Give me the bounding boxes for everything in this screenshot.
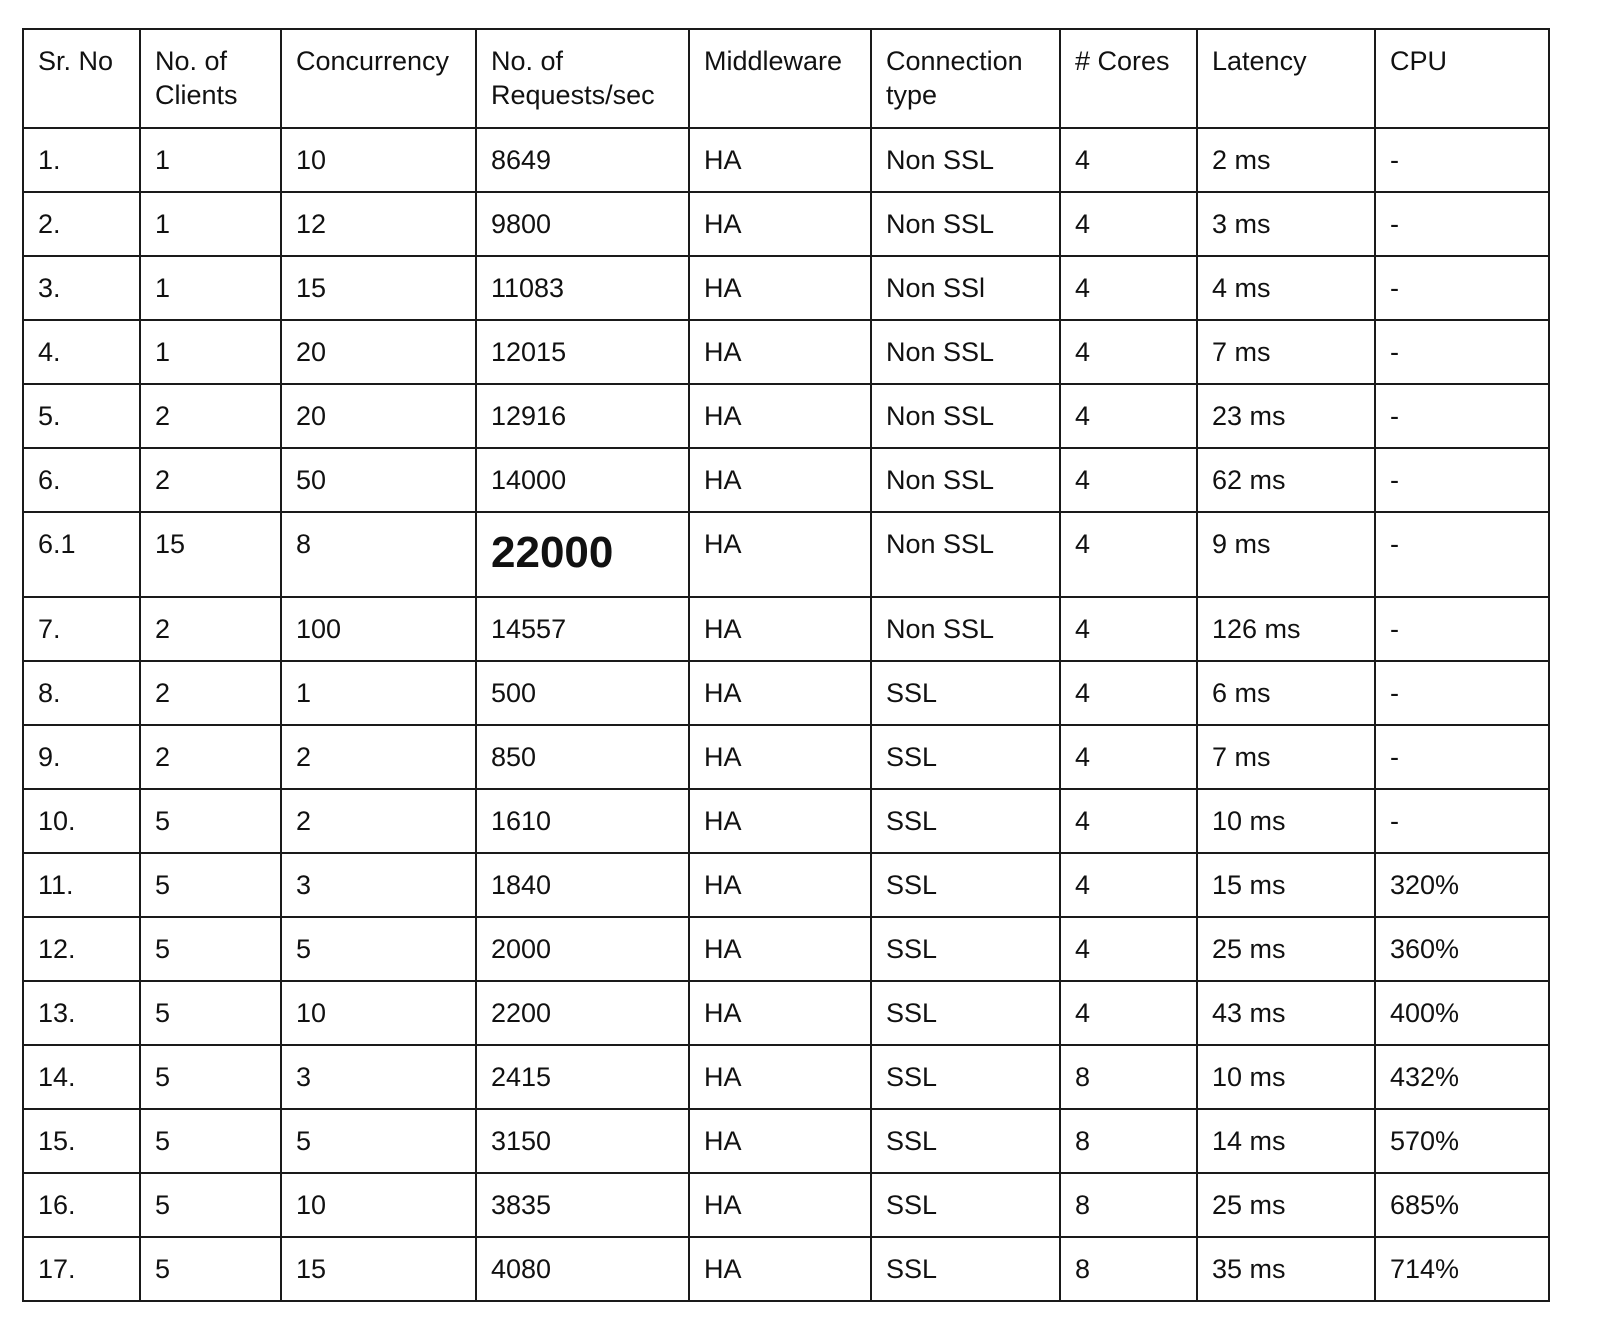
cell-cores: 4 <box>1060 853 1197 917</box>
cell-clients: 2 <box>140 597 281 661</box>
table-body <box>23 128 1549 1301</box>
cell-latency: 10 ms <box>1197 1045 1375 1109</box>
cell-cores: 4 <box>1060 725 1197 789</box>
cell-latency: 25 ms <box>1197 917 1375 981</box>
cell-requests-per-sec: 4080 <box>476 1237 689 1301</box>
cell-connection-type: Non SSL <box>871 512 1060 597</box>
cell-concurrency: 100 <box>281 597 476 661</box>
table-row <box>23 725 1549 789</box>
table-row <box>23 597 1549 661</box>
cell-clients: 1 <box>140 320 281 384</box>
cell-cpu: 714% <box>1375 1237 1549 1301</box>
table-row <box>23 1109 1549 1173</box>
cell-cores: 4 <box>1060 597 1197 661</box>
cell-concurrency: 3 <box>281 1045 476 1109</box>
cell-requests-per-sec: 14557 <box>476 597 689 661</box>
cell-latency: 14 ms <box>1197 1109 1375 1173</box>
cell-sr-no: 17. <box>23 1237 140 1301</box>
cell-concurrency: 10 <box>281 1173 476 1237</box>
cell-concurrency: 8 <box>281 512 476 597</box>
cell-sr-no: 6.1 <box>23 512 140 597</box>
cell-middleware: HA <box>689 981 871 1045</box>
cell-requests-per-sec: 12015 <box>476 320 689 384</box>
cell-middleware: HA <box>689 1173 871 1237</box>
cell-latency: 23 ms <box>1197 384 1375 448</box>
cell-cores: 4 <box>1060 384 1197 448</box>
cell-middleware: HA <box>689 448 871 512</box>
cell-cpu: - <box>1375 192 1549 256</box>
header-requests-per-sec: No. of Requests/sec <box>476 29 689 128</box>
cell-concurrency: 50 <box>281 448 476 512</box>
cell-requests-per-sec: 2415 <box>476 1045 689 1109</box>
table-row <box>23 917 1549 981</box>
cell-sr-no: 2. <box>23 192 140 256</box>
cell-requests-per-sec: 3150 <box>476 1109 689 1173</box>
cell-connection-type: Non SSL <box>871 384 1060 448</box>
cell-cpu: - <box>1375 384 1549 448</box>
cell-cores: 4 <box>1060 661 1197 725</box>
header-middleware: Middleware <box>689 29 871 128</box>
cell-concurrency: 20 <box>281 384 476 448</box>
cell-requests-per-sec: 14000 <box>476 448 689 512</box>
cell-cpu: - <box>1375 512 1549 597</box>
cell-middleware: HA <box>689 512 871 597</box>
cell-cpu: - <box>1375 725 1549 789</box>
cell-cpu: 570% <box>1375 1109 1549 1173</box>
cell-cpu: 685% <box>1375 1173 1549 1237</box>
cell-middleware: HA <box>689 128 871 192</box>
cell-connection-type: SSL <box>871 789 1060 853</box>
cell-cores: 4 <box>1060 256 1197 320</box>
cell-clients: 5 <box>140 789 281 853</box>
cell-connection-type: Non SSL <box>871 128 1060 192</box>
cell-connection-type: SSL <box>871 917 1060 981</box>
cell-requests-per-sec: 500 <box>476 661 689 725</box>
cell-clients: 5 <box>140 981 281 1045</box>
cell-requests-per-sec: 850 <box>476 725 689 789</box>
cell-concurrency: 10 <box>281 981 476 1045</box>
cell-concurrency: 3 <box>281 853 476 917</box>
cell-sr-no: 14. <box>23 1045 140 1109</box>
cell-concurrency: 20 <box>281 320 476 384</box>
cell-clients: 5 <box>140 1045 281 1109</box>
cell-requests-per-sec: 8649 <box>476 128 689 192</box>
cell-latency: 2 ms <box>1197 128 1375 192</box>
header-cpu: CPU <box>1375 29 1549 128</box>
cell-requests-per-sec: 2200 <box>476 981 689 1045</box>
cell-connection-type: SSL <box>871 661 1060 725</box>
cell-middleware: HA <box>689 320 871 384</box>
cell-requests-per-sec: 11083 <box>476 256 689 320</box>
table-row <box>23 661 1549 725</box>
cell-sr-no: 9. <box>23 725 140 789</box>
cell-requests-per-sec: 12916 <box>476 384 689 448</box>
cell-sr-no: 10. <box>23 789 140 853</box>
table-row <box>23 981 1549 1045</box>
cell-concurrency: 10 <box>281 128 476 192</box>
table-row <box>23 512 1549 597</box>
table-row <box>23 256 1549 320</box>
cell-sr-no: 16. <box>23 1173 140 1237</box>
cell-cores: 4 <box>1060 192 1197 256</box>
cell-cores: 8 <box>1060 1173 1197 1237</box>
cell-sr-no: 8. <box>23 661 140 725</box>
cell-clients: 1 <box>140 128 281 192</box>
cell-cores: 8 <box>1060 1109 1197 1173</box>
table-row <box>23 384 1549 448</box>
table-row <box>23 853 1549 917</box>
cell-clients: 5 <box>140 1237 281 1301</box>
cell-cpu: 360% <box>1375 917 1549 981</box>
cell-sr-no: 13. <box>23 981 140 1045</box>
cell-connection-type: Non SSl <box>871 256 1060 320</box>
cell-concurrency: 2 <box>281 725 476 789</box>
cell-latency: 62 ms <box>1197 448 1375 512</box>
cell-sr-no: 6. <box>23 448 140 512</box>
cell-clients: 2 <box>140 661 281 725</box>
cell-sr-no: 3. <box>23 256 140 320</box>
cell-cores: 4 <box>1060 128 1197 192</box>
cell-concurrency: 5 <box>281 917 476 981</box>
cell-sr-no: 11. <box>23 853 140 917</box>
cell-middleware: HA <box>689 384 871 448</box>
cell-cpu: - <box>1375 448 1549 512</box>
cell-latency: 4 ms <box>1197 256 1375 320</box>
cell-clients: 5 <box>140 853 281 917</box>
cell-connection-type: SSL <box>871 1237 1060 1301</box>
cell-latency: 9 ms <box>1197 512 1375 597</box>
cell-middleware: HA <box>689 917 871 981</box>
cell-latency: 7 ms <box>1197 725 1375 789</box>
cell-connection-type: Non SSL <box>871 192 1060 256</box>
cell-cores: 8 <box>1060 1045 1197 1109</box>
cell-concurrency: 2 <box>281 789 476 853</box>
cell-cpu: - <box>1375 128 1549 192</box>
cell-concurrency: 1 <box>281 661 476 725</box>
cell-clients: 2 <box>140 725 281 789</box>
header-concurrency: Concurrency <box>281 29 476 128</box>
cell-latency: 126 ms <box>1197 597 1375 661</box>
header-no-of-clients: No. of Clients <box>140 29 281 128</box>
cell-sr-no: 1. <box>23 128 140 192</box>
cell-connection-type: Non SSL <box>871 597 1060 661</box>
cell-clients: 2 <box>140 384 281 448</box>
cell-cpu: 320% <box>1375 853 1549 917</box>
table-row <box>23 1237 1549 1301</box>
cell-concurrency: 5 <box>281 1109 476 1173</box>
cell-connection-type: Non SSL <box>871 448 1060 512</box>
cell-sr-no: 15. <box>23 1109 140 1173</box>
cell-middleware: HA <box>689 1109 871 1173</box>
cell-cpu: - <box>1375 320 1549 384</box>
cell-connection-type: SSL <box>871 1109 1060 1173</box>
cell-concurrency: 12 <box>281 192 476 256</box>
cell-clients: 15 <box>140 512 281 597</box>
table-row <box>23 128 1549 192</box>
cell-cores: 4 <box>1060 789 1197 853</box>
cell-cores: 8 <box>1060 1237 1197 1301</box>
cell-clients: 5 <box>140 917 281 981</box>
table-row <box>23 192 1549 256</box>
cell-latency: 43 ms <box>1197 981 1375 1045</box>
cell-middleware: HA <box>689 1237 871 1301</box>
cell-clients: 1 <box>140 192 281 256</box>
table-row <box>23 448 1549 512</box>
cell-cpu: 432% <box>1375 1045 1549 1109</box>
table-header <box>23 29 1549 128</box>
cell-connection-type: SSL <box>871 1173 1060 1237</box>
table-row <box>23 1173 1549 1237</box>
cell-latency: 15 ms <box>1197 853 1375 917</box>
cell-cpu: 400% <box>1375 981 1549 1045</box>
header-row <box>23 29 1549 128</box>
cell-clients: 1 <box>140 256 281 320</box>
cell-cpu: - <box>1375 597 1549 661</box>
cell-concurrency: 15 <box>281 256 476 320</box>
header-connection-type: Connection type <box>871 29 1060 128</box>
cell-clients: 5 <box>140 1109 281 1173</box>
cell-latency: 3 ms <box>1197 192 1375 256</box>
cell-requests-per-sec: 1840 <box>476 853 689 917</box>
cell-cpu: - <box>1375 256 1549 320</box>
cell-concurrency: 15 <box>281 1237 476 1301</box>
cell-latency: 25 ms <box>1197 1173 1375 1237</box>
cell-cores: 4 <box>1060 320 1197 384</box>
cell-middleware: HA <box>689 853 871 917</box>
cell-middleware: HA <box>689 725 871 789</box>
cell-requests-per-sec: 2000 <box>476 917 689 981</box>
cell-cpu: - <box>1375 789 1549 853</box>
cell-middleware: HA <box>689 1045 871 1109</box>
cell-middleware: HA <box>689 192 871 256</box>
cell-requests-per-sec: 1610 <box>476 789 689 853</box>
cell-connection-type: Non SSL <box>871 320 1060 384</box>
table-row <box>23 320 1549 384</box>
cell-middleware: HA <box>689 256 871 320</box>
table-row <box>23 789 1549 853</box>
cell-middleware: HA <box>689 789 871 853</box>
cell-sr-no: 12. <box>23 917 140 981</box>
cell-latency: 10 ms <box>1197 789 1375 853</box>
header-sr-no: Sr. No <box>23 29 140 128</box>
cell-cores: 4 <box>1060 981 1197 1045</box>
cell-requests-per-sec: 9800 <box>476 192 689 256</box>
cell-connection-type: SSL <box>871 1045 1060 1109</box>
cell-clients: 5 <box>140 1173 281 1237</box>
cell-sr-no: 7. <box>23 597 140 661</box>
cell-connection-type: SSL <box>871 981 1060 1045</box>
cell-sr-no: 4. <box>23 320 140 384</box>
cell-connection-type: SSL <box>871 853 1060 917</box>
cell-clients: 2 <box>140 448 281 512</box>
cell-latency: 6 ms <box>1197 661 1375 725</box>
cell-sr-no: 5. <box>23 384 140 448</box>
cell-middleware: HA <box>689 597 871 661</box>
cell-latency: 35 ms <box>1197 1237 1375 1301</box>
table-row <box>23 1045 1549 1109</box>
cell-requests-per-sec <box>476 512 689 597</box>
highlighted-value: 22000 <box>491 528 614 577</box>
cell-cores: 4 <box>1060 448 1197 512</box>
cell-connection-type: SSL <box>871 725 1060 789</box>
cell-cpu: - <box>1375 661 1549 725</box>
cell-middleware: HA <box>689 661 871 725</box>
header-cores: # Cores <box>1060 29 1197 128</box>
cell-requests-per-sec: 3835 <box>476 1173 689 1237</box>
cell-cores: 4 <box>1060 917 1197 981</box>
cell-latency: 7 ms <box>1197 320 1375 384</box>
performance-table <box>22 28 1550 1302</box>
cell-cores: 4 <box>1060 512 1197 597</box>
header-latency: Latency <box>1197 29 1375 128</box>
